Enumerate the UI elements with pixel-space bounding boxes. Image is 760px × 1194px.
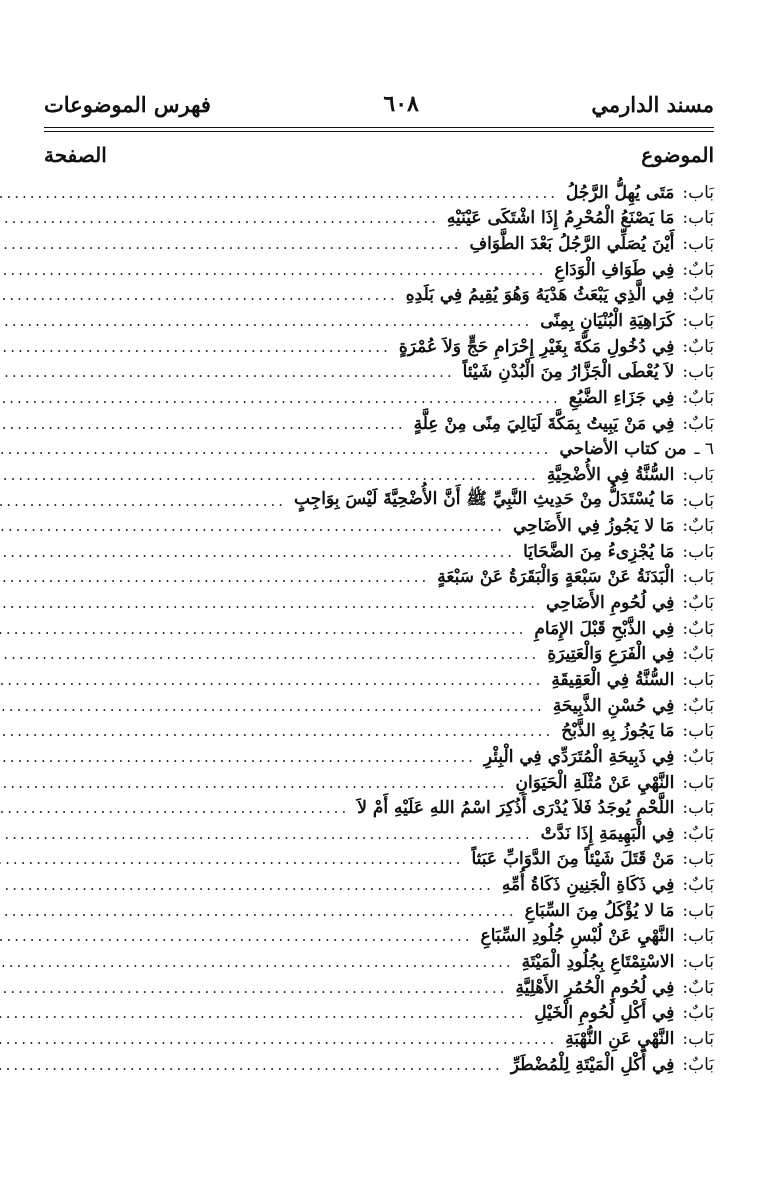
entry-prefix: بَابٌ: xyxy=(682,695,714,716)
entry-prefix: بَاب: xyxy=(682,362,714,383)
entry-title: فِي الْبَهِيمَةِ إِذَا نَدَّتْ xyxy=(540,823,675,844)
dot-leader xyxy=(0,312,532,330)
index-entry xyxy=(44,206,714,232)
page-number: ٦٠٨ xyxy=(383,91,419,117)
dot-leader xyxy=(0,389,561,407)
entry-title: فِي لُحُومِ الْحُمُرِ الأَهْلِيَّةِ xyxy=(515,977,675,998)
index-entry xyxy=(44,308,714,334)
entry-title: كَرَاهِيَةِ الْبُنْيَانِ بِمِنًى xyxy=(540,311,675,332)
dot-leader xyxy=(0,415,406,433)
entry-prefix: بَاب: xyxy=(682,208,714,229)
index-entry xyxy=(44,513,714,539)
dot-leader xyxy=(0,799,349,817)
entry-title: فِي الَّذِي يَبْعَثُ هَدْيَهُ وَهُوَ يُقِيمُ فِي بَلَدِهِ xyxy=(405,285,675,306)
entry-prefix: بَابٌ: xyxy=(682,823,714,844)
entry-prefix: بَاب: xyxy=(682,952,714,973)
index-entry xyxy=(44,821,714,847)
dot-leader xyxy=(0,748,476,766)
dot-leader xyxy=(0,184,558,202)
topic-column-header: الموضوع xyxy=(641,143,714,167)
index-entry xyxy=(44,359,714,385)
entry-title: لاَ يُعْطَى الْجَزَّارُ مِنَ الْبُدْنِ شَيْئاً xyxy=(462,362,675,383)
entry-title: فِي أَكْلِ لُحُومِ الْخَيْلِ xyxy=(534,1003,675,1024)
entry-prefix: بَابٌ: xyxy=(682,875,714,896)
dot-leader xyxy=(0,1056,503,1074)
index-entry xyxy=(44,257,714,283)
dot-leader xyxy=(0,774,507,792)
entry-prefix: بَابٌ: xyxy=(682,336,714,357)
entry-title: مَا يُجْزِىءُ مِنَ الضَّحَايَا xyxy=(523,541,675,562)
dot-leader xyxy=(0,645,539,663)
index-entry xyxy=(44,231,714,257)
dot-leader xyxy=(0,466,539,484)
entry-prefix: بَاب: xyxy=(682,798,714,819)
dot-leader xyxy=(0,1004,526,1022)
entry-title: فِي ذَكَاةِ الْجَنِينِ ذَكَاةُ أُمِّهِ xyxy=(501,875,675,896)
index-entry xyxy=(44,488,714,514)
dot-leader xyxy=(0,1030,557,1048)
dot-leader xyxy=(0,261,546,279)
entry-title: الْبَدَنَةُ عَنْ سَبْعَةٍ وَالْبَقَرَةُ عَنْ سَبْعَةٍ xyxy=(437,567,675,588)
entry-title: أَيْنَ يُصَلِّي الرَّجُلُ بَعْدَ الطَّوَافِ xyxy=(469,234,675,255)
entry-title: فِي دُخُولِ مَكَّةَ بِغَيْرِ إِحْرَامِ حَجٍّ وَلاَ عُمْرَةٍ xyxy=(398,336,675,357)
entry-title: مَتَى يُهِلُّ الرَّجُلُ xyxy=(565,182,675,203)
entry-title: مَنْ قَتَلَ شَيْئاً مِنَ الدَّوَابِّ عَبَثاً xyxy=(471,849,675,870)
running-header xyxy=(44,86,714,122)
index-entry xyxy=(44,924,714,950)
dot-leader xyxy=(0,620,526,638)
index-entry xyxy=(44,616,714,642)
dot-leader xyxy=(0,209,439,227)
entry-title: فِي جَزَاءِ الضَّبُعِ xyxy=(568,387,675,408)
entry-title: فِي طَوَافِ الْوَدَاعِ xyxy=(554,259,675,280)
entry-prefix: بَاب: xyxy=(682,772,714,793)
dot-leader xyxy=(0,568,429,586)
dot-leader xyxy=(0,850,463,868)
index-entry xyxy=(44,334,714,360)
header-rule-secondary xyxy=(44,131,714,132)
dot-leader xyxy=(0,876,494,894)
entry-title: النَّهْيِ عَنْ لُبْسِ جُلُودِ السِّبَاعِ xyxy=(480,926,675,947)
entry-prefix: بَاب: xyxy=(682,900,714,921)
entry-prefix: ٦ ـ xyxy=(694,439,714,460)
entry-title: النَّهْيِ عَنِ النُّهْبَةِ xyxy=(565,1028,675,1049)
entry-prefix: بَاب: xyxy=(682,926,714,947)
dot-leader xyxy=(0,902,517,920)
dot-leader xyxy=(0,363,455,381)
dot-leader xyxy=(0,722,553,740)
index-entry xyxy=(44,590,714,616)
index-entry xyxy=(44,949,714,975)
dot-leader xyxy=(0,825,533,843)
index-entry xyxy=(44,898,714,924)
entry-title: اللَّحْمِ يُوجَدُ فَلاَ يُدْرَى أَذُكِرَ اسْمُ اللهِ عَلَيْهِ أَمْ لاَ xyxy=(357,798,675,819)
dot-leader xyxy=(0,953,514,971)
index-entry xyxy=(44,718,714,744)
index-entry xyxy=(44,436,714,462)
dot-leader xyxy=(0,286,398,304)
entry-prefix: بَاب: xyxy=(682,541,714,562)
book-title: مسند الدارمي xyxy=(591,91,714,117)
entry-prefix: بَابٌ: xyxy=(682,977,714,998)
dot-leader xyxy=(0,517,505,535)
dot-leader xyxy=(0,492,286,510)
entry-title: فِي الذَّبْحِ قَبْلَ الإِمَامِ xyxy=(534,618,675,639)
index-entry xyxy=(44,847,714,873)
entry-prefix: بَابٌ: xyxy=(682,1003,714,1024)
entry-title: مَا يَجُوزُ بِهِ الذَّبْحُ xyxy=(561,721,675,742)
column-headers xyxy=(44,138,714,172)
index-entry xyxy=(44,565,714,591)
entry-prefix: بَاب: xyxy=(682,490,714,511)
dot-leader xyxy=(0,697,545,715)
entry-prefix: بَاب: xyxy=(682,849,714,870)
entry-title: من كتاب الأضاحي xyxy=(559,439,687,460)
index-entry xyxy=(44,411,714,437)
section-title: فهرس الموضوعات xyxy=(44,91,211,117)
index-entry xyxy=(44,180,714,206)
dot-leader xyxy=(0,927,473,945)
entry-title: السُّنَّةُ فِي الْعَقِيقَةِ xyxy=(551,669,675,690)
entry-prefix: بَابٌ: xyxy=(682,1054,714,1075)
index-entry xyxy=(44,385,714,411)
entry-title: السُّنَّةُ فِي الأُضْحِيَّةِ xyxy=(546,464,675,485)
dot-leader xyxy=(0,338,391,356)
index-entry xyxy=(44,795,714,821)
entry-prefix: بَاب: xyxy=(682,234,714,255)
index-entry xyxy=(44,872,714,898)
dot-leader xyxy=(0,671,543,689)
entry-prefix: بَابٌ: xyxy=(682,618,714,639)
entry-title: فِي مَنْ يَبِيتُ بِمَكَّةَ لَيَالِيَ مِنًى مِنْ عِلَّةٍ xyxy=(413,413,675,434)
index-entry xyxy=(44,770,714,796)
entry-title: فِي ذَبِيحَةِ الْمُتَرَدِّي فِي الْبِئْرِ xyxy=(483,746,675,767)
page-column-header: الصفحة xyxy=(44,143,107,167)
entry-prefix: بَابٌ: xyxy=(682,387,714,408)
dot-leader xyxy=(0,979,507,997)
entry-title: مَا لا يُؤْكَلُ مِنَ السِّبَاعِ xyxy=(524,900,675,921)
entry-prefix: بَاب: xyxy=(682,1028,714,1049)
entry-prefix: بَاب: xyxy=(682,311,714,332)
entry-prefix: بَابٌ: xyxy=(682,593,714,614)
index-entry xyxy=(44,693,714,719)
entry-prefix: بَاب: xyxy=(682,182,714,203)
entry-prefix: بَابٌ: xyxy=(682,746,714,767)
entry-prefix: بَابٌ: xyxy=(682,516,714,537)
index-entry xyxy=(44,1001,714,1027)
index-entry xyxy=(44,975,714,1001)
dot-leader xyxy=(0,594,538,612)
header-rule xyxy=(44,127,714,128)
dot-leader xyxy=(0,440,551,458)
index-entry xyxy=(44,642,714,668)
index-entry xyxy=(44,667,714,693)
entry-title: فِي لُحُومِ الأَضَاحِي xyxy=(546,593,675,614)
entry-prefix: بَابٌ: xyxy=(682,644,714,665)
entry-title: فِي حُسْنِ الذَّبِيحَةِ xyxy=(552,695,675,716)
index-entry xyxy=(44,539,714,565)
entry-title: مَا يُسْتَدَلُّ مِنْ حَدِيثِ النَّبِيِّ ﷺ أَنَّ الأُضْحِيَّةَ لَيْسَ بِوَاجِبٍ xyxy=(294,489,675,509)
entry-title: مَا يَصْنَعُ الْمُحْرِمُ إِذَا اشْتَكَى عَيْنَيْهِ xyxy=(446,208,675,229)
dot-leader xyxy=(0,543,515,561)
index-entry xyxy=(44,744,714,770)
entry-prefix: بَاب: xyxy=(682,721,714,742)
entry-prefix: بَابٌ: xyxy=(682,259,714,280)
entry-title: مَا لا يَجُوزُ فِي الأَضَاحِي xyxy=(512,516,675,537)
index-entry xyxy=(44,1026,714,1052)
index-entries xyxy=(44,180,714,1077)
index-entry xyxy=(44,462,714,488)
entry-title: فِي أَكْلِ الْمَيْتَةِ لِلْمُضْطَرِّ xyxy=(510,1054,675,1075)
entry-prefix: بَاب: xyxy=(682,669,714,690)
index-entry xyxy=(44,283,714,309)
index-entry xyxy=(44,1052,714,1078)
entry-prefix: بَاب: xyxy=(682,567,714,588)
entry-prefix: بَاب: xyxy=(682,464,714,485)
entry-title: النَّهْيِ عَنْ مُثْلَةِ الْحَيَوَانِ xyxy=(515,772,675,793)
entry-prefix: بَابٌ: xyxy=(682,285,714,306)
entry-title: فِي الْفَرَعِ وَالْعَتِيرَةِ xyxy=(547,644,675,665)
dot-leader xyxy=(0,235,462,253)
entry-title: الاسْتِمْتَاعِ بِجُلُودِ الْمَيْتَةِ xyxy=(521,952,675,973)
entry-prefix: بَابٌ: xyxy=(682,413,714,434)
